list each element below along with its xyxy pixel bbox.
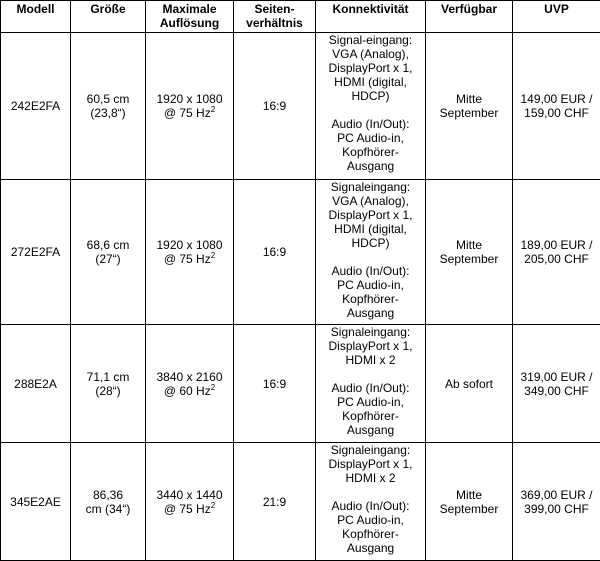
cell-seitenverhaeltnis: 16:9 (234, 33, 316, 180)
cell-seitenverhaeltnis: 16:9 (234, 180, 316, 325)
audio-line: Ausgang (318, 306, 423, 320)
signal-line: Signaleingang: (318, 443, 423, 457)
cell-uvp (513, 180, 600, 325)
signal-line: Signal-eingang: (318, 33, 423, 47)
cell-groesse (71, 180, 146, 325)
audio-line: Ausgang (318, 159, 423, 173)
table-row (1, 325, 600, 443)
header-seiten-line: Seiten- (236, 2, 313, 16)
cell-konnektivitaet (316, 180, 426, 325)
connectivity-spacer (318, 103, 423, 117)
refresh-text: @ 75 Hz (164, 106, 211, 120)
header-aufloesung (146, 1, 234, 33)
signal-line: DisplayPort x 1, (318, 208, 423, 222)
audio-line: PC Audio-in, (318, 131, 423, 145)
audio-line: PC Audio-in, (318, 395, 423, 409)
verfuegbar-line: Mitte (428, 488, 510, 502)
verfuegbar-line: September (428, 502, 510, 516)
cell-aufloesung (146, 33, 234, 180)
footnote-marker: 2 (211, 501, 215, 510)
uvp-line: 189,00 EUR / (515, 238, 598, 252)
cell-konnektivitaet (316, 325, 426, 443)
audio-line: Audio (In/Out): (318, 264, 423, 278)
cell-groesse (71, 33, 146, 180)
header-konnektivitaet: Konnektivität (316, 1, 426, 33)
audio-line: Audio (In/Out): (318, 381, 423, 395)
cell-aufloesung (146, 443, 234, 561)
signal-line: VGA (Analog), (318, 47, 423, 61)
footnote-marker: 2 (211, 251, 215, 260)
audio-line: Kopfhörer- (318, 145, 423, 159)
cell-verfuegbar (426, 443, 513, 561)
footnote-marker: 2 (211, 383, 215, 392)
verfuegbar-line: September (428, 106, 510, 120)
cell-groesse (71, 443, 146, 561)
audio-line: Audio (In/Out): (318, 117, 423, 131)
groesse-line: 86,36 (73, 488, 143, 502)
cell-groesse (71, 325, 146, 443)
uvp-line: 149,00 EUR / (515, 92, 598, 106)
uvp-line: 349,00 CHF (515, 384, 598, 398)
signal-line: HDMI (digital, (318, 222, 423, 236)
groesse-line: (28“) (73, 384, 143, 398)
signal-line: HDCP) (318, 89, 423, 103)
cell-aufloesung (146, 180, 234, 325)
uvp-line: 205,00 CHF (515, 252, 598, 266)
footnote-marker: 2 (211, 105, 215, 114)
refresh-text: @ 60 Hz (164, 384, 211, 398)
signal-line: DisplayPort x 1, (318, 339, 423, 353)
signal-line: DisplayPort x 1, (318, 457, 423, 471)
uvp-line: 159,00 CHF (515, 106, 598, 120)
header-verfuegbar: Verfügbar (426, 1, 513, 33)
verfuegbar-line: September (428, 252, 510, 266)
signal-line: Signaleingang: (318, 325, 423, 339)
cell-modell: 272E2FA (1, 180, 71, 325)
signal-line: Signaleingang: (318, 180, 423, 194)
refresh-rate (148, 106, 231, 120)
audio-line: Ausgang (318, 423, 423, 437)
signal-line: HDMI x 2 (318, 353, 423, 367)
header-uvp: UVP (513, 1, 600, 33)
verfuegbar-line: Mitte (428, 238, 510, 252)
refresh-text: @ 75 Hz (164, 252, 211, 266)
cell-modell: 288E2A (1, 325, 71, 443)
header-groesse: Größe (71, 1, 146, 33)
resolution-text: 1920 x 1080 (148, 92, 231, 106)
audio-line: Ausgang (318, 541, 423, 555)
cell-uvp (513, 33, 600, 180)
refresh-rate (148, 502, 231, 516)
connectivity-spacer (318, 367, 423, 381)
cell-seitenverhaeltnis: 16:9 (234, 325, 316, 443)
signal-line: HDMI (digital, (318, 75, 423, 89)
cell-konnektivitaet (316, 443, 426, 561)
cell-modell: 345E2AE (1, 443, 71, 561)
uvp-line: 319,00 EUR / (515, 370, 598, 384)
cell-modell: 242E2FA (1, 33, 71, 180)
audio-line: PC Audio-in, (318, 513, 423, 527)
refresh-rate (148, 252, 231, 266)
header-seitenverhaeltnis (234, 1, 316, 33)
cell-uvp (513, 325, 600, 443)
header-seiten-line: verhältnis (236, 16, 313, 30)
verfuegbar-line: Ab sofort (428, 377, 510, 391)
resolution-text: 3840 x 2160 (148, 370, 231, 384)
groesse-line: 60,5 cm (73, 92, 143, 106)
connectivity-spacer (318, 250, 423, 264)
cell-konnektivitaet (316, 33, 426, 180)
header-row (1, 1, 600, 33)
connectivity-spacer (318, 485, 423, 499)
signal-line: HDCP) (318, 236, 423, 250)
audio-line: Kopfhörer- (318, 292, 423, 306)
resolution-text: 3440 x 1440 (148, 488, 231, 502)
audio-line: PC Audio-in, (318, 278, 423, 292)
cell-seitenverhaeltnis: 21:9 (234, 443, 316, 561)
header-aufloesung-line: Maximale (148, 2, 231, 16)
uvp-line: 399,00 CHF (515, 502, 598, 516)
cell-uvp (513, 443, 600, 561)
refresh-text: @ 75 Hz (164, 502, 211, 516)
signal-line: DisplayPort x 1, (318, 61, 423, 75)
cell-verfuegbar (426, 180, 513, 325)
audio-line: Kopfhörer- (318, 527, 423, 541)
uvp-line: 369,00 EUR / (515, 488, 598, 502)
groesse-line: 71,1 cm (73, 370, 143, 384)
resolution-text: 1920 x 1080 (148, 238, 231, 252)
cell-aufloesung (146, 325, 234, 443)
audio-line: Kopfhörer- (318, 409, 423, 423)
signal-line: HDMI x 2 (318, 471, 423, 485)
table-row (1, 33, 600, 180)
groesse-line: cm (34“) (73, 502, 143, 516)
header-aufloesung-line: Auflösung (148, 16, 231, 30)
signal-line: VGA (Analog), (318, 194, 423, 208)
table-row (1, 180, 600, 325)
groesse-line: (23,8“) (73, 106, 143, 120)
refresh-rate (148, 384, 231, 398)
groesse-line: 68,6 cm (73, 238, 143, 252)
groesse-line: (27“) (73, 252, 143, 266)
cell-verfuegbar (426, 325, 513, 443)
verfuegbar-line: Mitte (428, 92, 510, 106)
cell-verfuegbar (426, 33, 513, 180)
table-row (1, 443, 600, 561)
audio-line: Audio (In/Out): (318, 499, 423, 513)
header-modell: Modell (1, 1, 71, 33)
